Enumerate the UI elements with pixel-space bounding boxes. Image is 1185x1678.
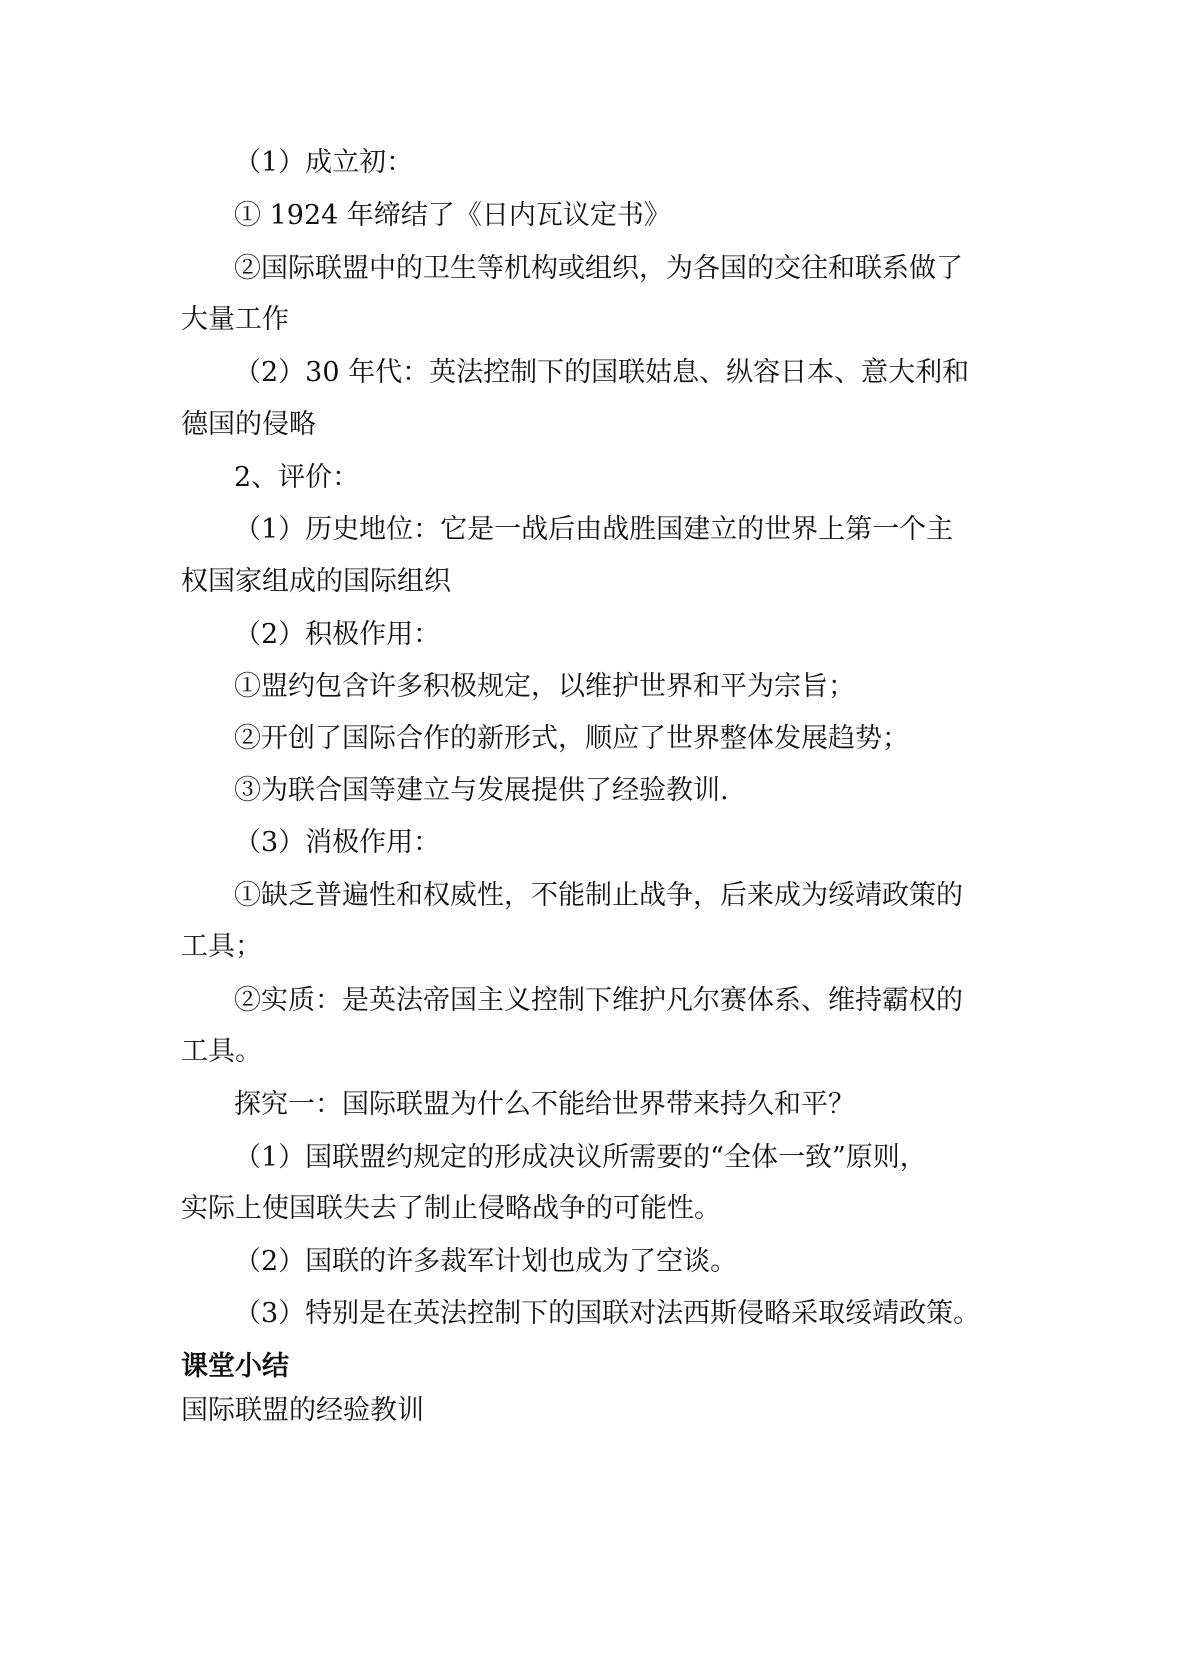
- text-line: ②开创了国际合作的新形式，顺应了世界整体发展趋势；: [234, 723, 909, 754]
- text-line: （2）国联的许多裁军计划也成为了空谈。: [234, 1246, 738, 1277]
- text-line: （3）消极作用：: [234, 827, 441, 858]
- text-line: （2）积极作用：: [234, 619, 441, 650]
- text-line: 实际上使国联失去了制止侵略战争的可能性。: [181, 1193, 721, 1224]
- text-line: ① 1924 年缔结了《日内瓦议定书》: [234, 200, 671, 231]
- text-line: （1）成立初：: [234, 147, 414, 178]
- text-line: 2、评价：: [234, 462, 360, 493]
- text-line: 德国的侵略: [181, 409, 316, 440]
- text-line: 权国家组成的国际组织: [181, 566, 451, 597]
- text-line: 大量工作: [181, 304, 289, 335]
- text-line: 工具；: [181, 931, 262, 962]
- text-line: （2）30 年代：英法控制下的国联姑息、纵容日本、意大利和: [234, 357, 970, 388]
- text-line: （3）特别是在英法控制下的国联对法西斯侵略采取绥靖政策。: [234, 1298, 981, 1329]
- text-line: ②实质：是英法帝国主义控制下维护凡尔赛体系、维持霸权的: [234, 985, 963, 1016]
- summary-text: 国际联盟的经验教训: [181, 1395, 424, 1426]
- text-line: 工具。: [181, 1036, 262, 1067]
- text-line: 探究一：国际联盟为什么不能给世界带来持久和平？: [234, 1089, 855, 1120]
- text-line: ②国际联盟中的卫生等机构或组织，为各国的交往和联系做了: [234, 253, 963, 284]
- text-line: ①盟约包含许多积极规定，以维护世界和平为宗旨；: [234, 671, 855, 702]
- text-line: ③为联合国等建立与发展提供了经验教训.: [234, 775, 729, 806]
- summary-heading: 课堂小结: [181, 1351, 289, 1382]
- text-line: （1）国联盟约规定的形成决议所需要的“全体一致”原则，: [234, 1142, 927, 1173]
- text-line: ①缺乏普遍性和权威性，不能制止战争，后来成为绥靖政策的: [234, 880, 963, 911]
- text-line: （1）历史地位：它是一战后由战胜国建立的世界上第一个主: [234, 514, 954, 545]
